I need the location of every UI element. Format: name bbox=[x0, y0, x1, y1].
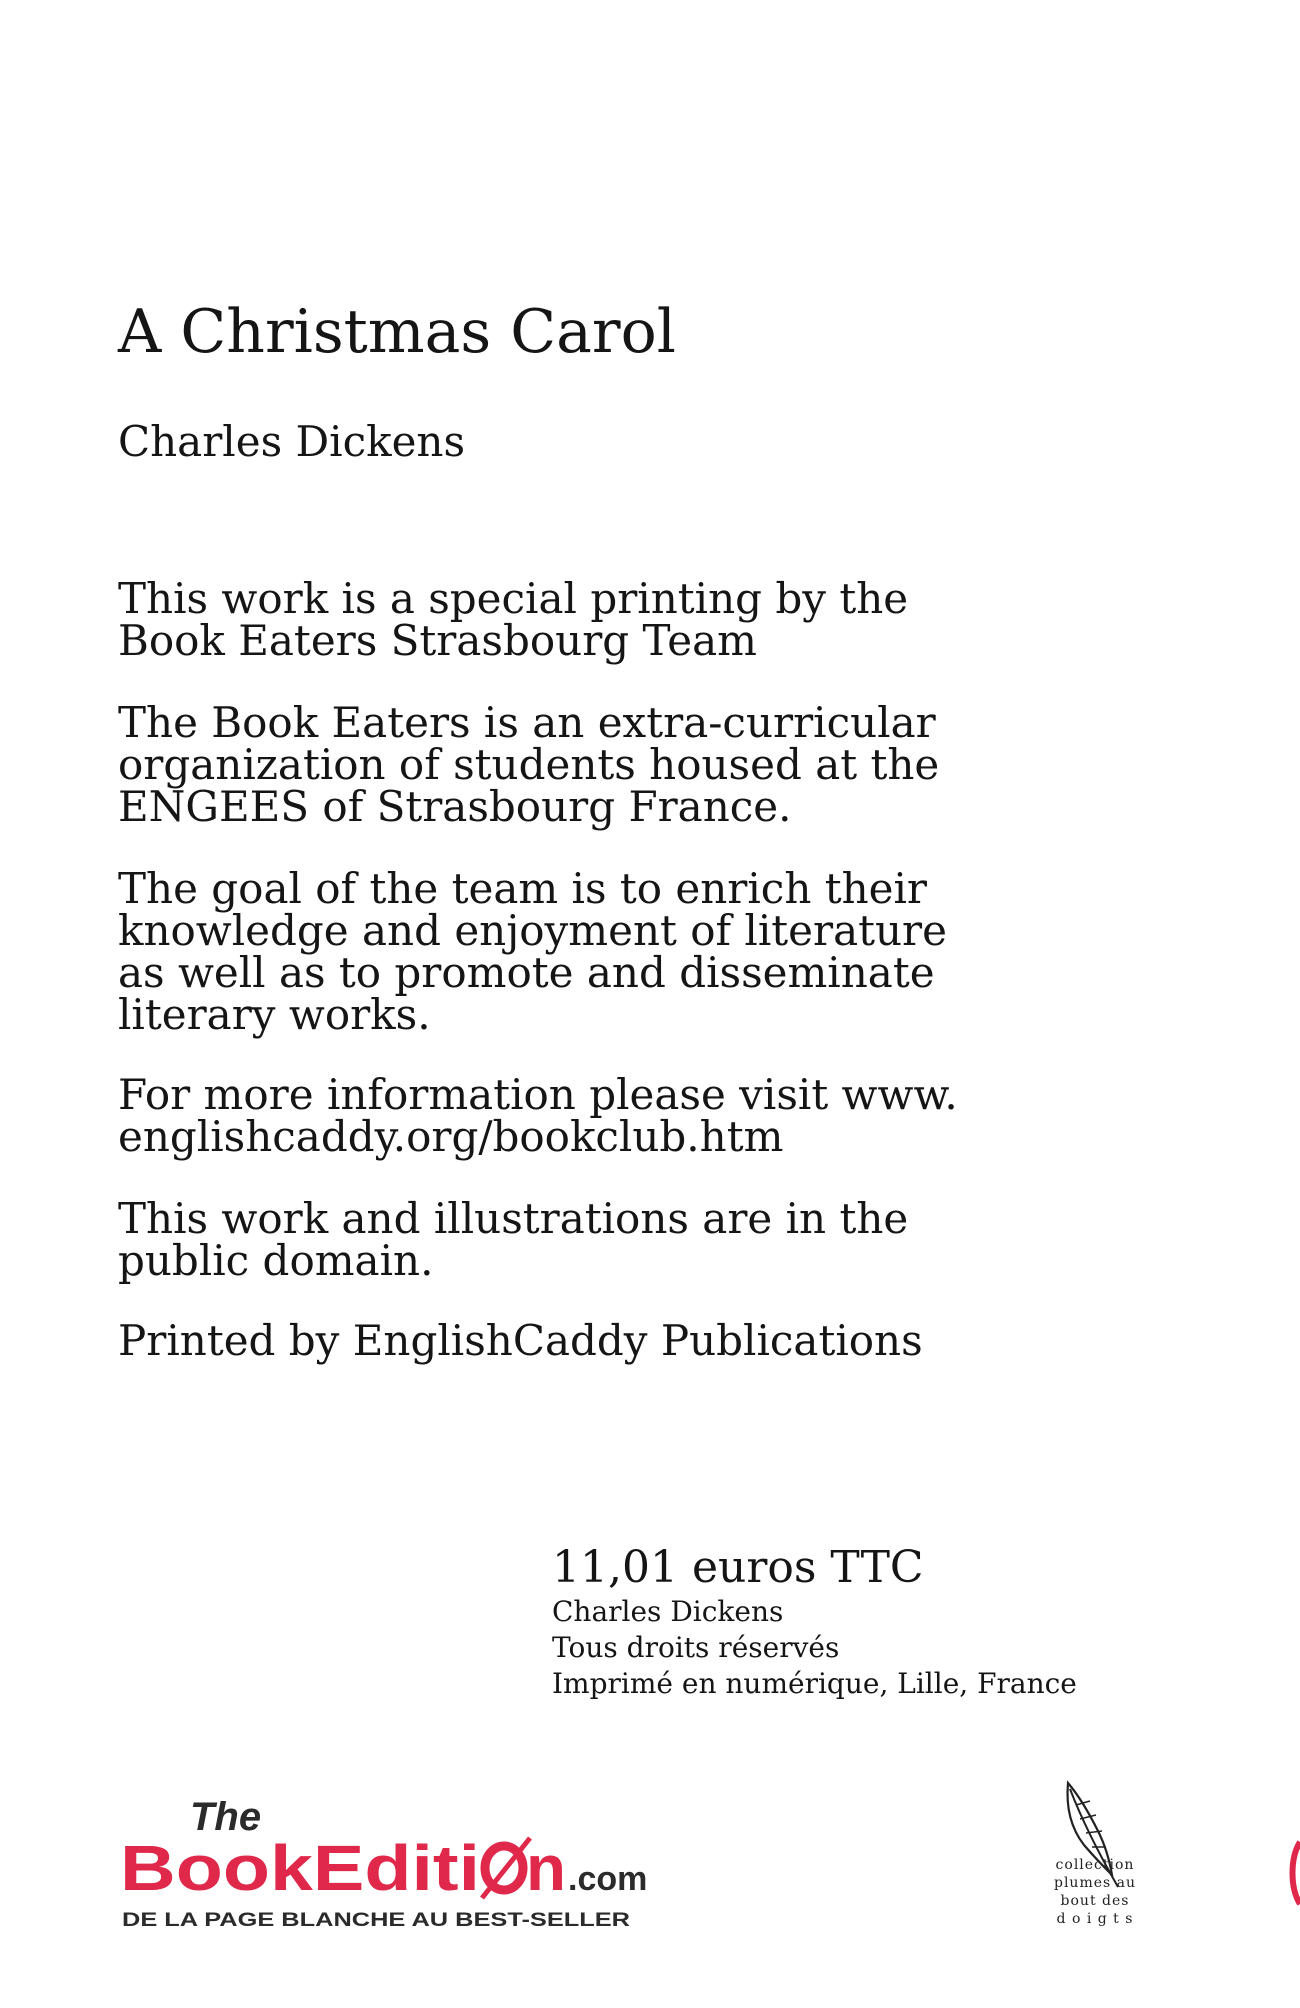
paragraph-line: ENGEES of Strasbourg France. bbox=[118, 782, 792, 831]
paragraph-line: The goal of the team is to enrich their bbox=[118, 864, 928, 913]
paragraph-line: knowledge and enjoyment of literature bbox=[118, 906, 947, 955]
paragraph-line: public domain. bbox=[118, 1236, 434, 1285]
book-author: Charles Dickens bbox=[118, 417, 466, 466]
collection-line: d o i g t s bbox=[1056, 1911, 1134, 1927]
collection-line: bout des bbox=[1060, 1893, 1130, 1909]
logo-dotcom-text: .com bbox=[568, 1860, 648, 1898]
info-author: Charles Dickens bbox=[552, 1595, 784, 1628]
collection-line: collection bbox=[1055, 1857, 1135, 1873]
paragraph-book-eaters bbox=[118, 698, 1018, 831]
paragraph-goal bbox=[118, 864, 1018, 1039]
paragraph-line: as well as to promote and disseminate bbox=[118, 948, 935, 997]
paragraph-public-domain bbox=[118, 1194, 1018, 1285]
paragraph-special-printing bbox=[118, 574, 1018, 665]
edge-mark-icon bbox=[1286, 1838, 1300, 1908]
info-rights: Tous droits réservés bbox=[552, 1631, 840, 1664]
paragraph-line: literary works. bbox=[118, 990, 431, 1039]
logo-brand-text: BookEditi bbox=[120, 1832, 480, 1904]
publisher-logo bbox=[118, 1790, 718, 1930]
paragraph-line: This work is a special printing by the bbox=[118, 574, 909, 623]
paragraph-line: Book Eaters Strasbourg Team bbox=[118, 616, 757, 665]
collection-line: plumes au bbox=[1053, 1875, 1136, 1891]
collection-label bbox=[1040, 1856, 1150, 1928]
paragraph-line: englishcaddy.org/bookclub.htm bbox=[118, 1112, 784, 1161]
paragraph-line: For more information please visit www. bbox=[118, 1070, 958, 1119]
paragraph-line: The Book Eaters is an extra-curricular bbox=[118, 698, 936, 747]
paragraph-more-info bbox=[118, 1070, 1018, 1161]
price-label: 11,01 euros TTC bbox=[552, 1542, 924, 1593]
logo-the-text: The bbox=[190, 1795, 262, 1839]
paragraph-line: organization of students housed at the bbox=[118, 740, 940, 789]
paragraph-line: Printed by EnglishCaddy Publications bbox=[118, 1316, 923, 1365]
logo-brand-n: n bbox=[526, 1832, 566, 1904]
paragraph-line: This work and illustrations are in the bbox=[118, 1194, 909, 1243]
book-title: A Christmas Carol bbox=[118, 297, 676, 367]
back-cover-info bbox=[552, 1542, 1077, 1702]
paragraph-printed-by bbox=[118, 1316, 1018, 1365]
info-printed: Imprimé en numérique, Lille, France bbox=[552, 1667, 1077, 1700]
logo-o-quill-icon bbox=[482, 1838, 530, 1898]
logo-tagline: DE LA PAGE BLANCHE AU BEST-SELLER bbox=[122, 1910, 631, 1930]
